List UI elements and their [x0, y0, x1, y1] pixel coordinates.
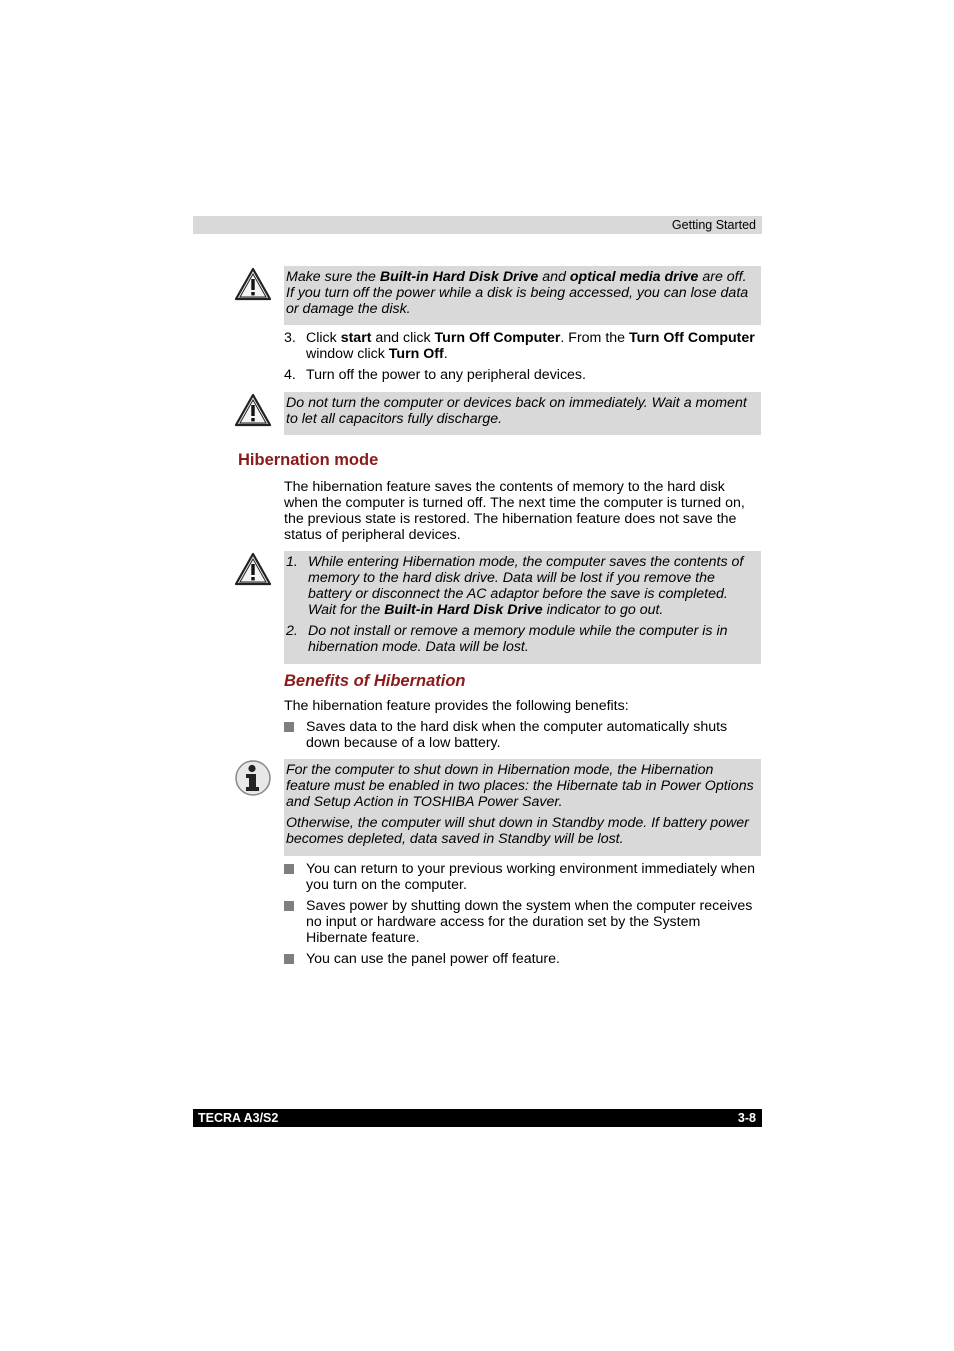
footer-model: TECRA A3/S2	[198, 1111, 279, 1125]
bullet-square	[284, 864, 294, 874]
caution-note-disk: Make sure the Built-in Hard Disk Drive and optical media drive are off. If you turn off the power while a disk is being accessed, you can lose data or damage the disk.	[284, 266, 761, 325]
info-note-hibernation-setting: For the computer to shut down in Hibernation mode, the Hibernation feature must be enabled in two places: the Hibernate tab in Power Options and Setup Action in TOSHIBA Power Saver. Otherwise, the computer will shut down in Standby mode. If battery power becomes depleted, data saved in Standby will be lost.	[284, 759, 761, 856]
caution-note-hibernation	[284, 551, 761, 664]
bullet-square	[284, 901, 294, 911]
bullet-square	[284, 954, 294, 964]
caution-icon	[234, 551, 272, 587]
hibernation-intro: The hibernation feature saves the contents of memory to the hard disk when the computer is turned off. The next time the computer is turned on, the previous state is restored. The hibernation feature does not save the status of peripheral devices.	[284, 479, 745, 543]
info-icon	[234, 759, 272, 797]
section-heading-hibernation: Hibernation mode	[238, 451, 379, 469]
caution-item-1: 1. While entering Hibernation mode, the computer saves the contents of memory to the hard disk drive. Data will be lost if you remove the battery or disconnect the AC adaptor before the save is completed. Wait for the Built-in Hard Disk Drive indicator to go out.	[286, 554, 744, 618]
bullet-square	[284, 722, 294, 732]
benefit-item: You can use the panel power off feature.	[284, 951, 761, 967]
benefit-item: Saves data to the hard disk when the computer automatically shuts down because of a low battery.	[284, 719, 761, 751]
benefits-intro: The hibernation feature provides the following benefits:	[284, 698, 629, 714]
page-number: 3-8	[737, 1111, 756, 1125]
running-footer	[193, 1109, 762, 1127]
step-3: 3. Click start and click Turn Off Computer. From the Turn Off Computer window click Turn Off.	[284, 330, 755, 362]
subsection-heading-benefits: Benefits of Hibernation	[284, 672, 466, 690]
step-4: 4. Turn off the power to any peripheral devices.	[284, 367, 586, 383]
caution-icon	[234, 266, 272, 302]
caution-icon	[234, 392, 272, 428]
benefit-item: You can return to your previous working environment immediately when you turn on the computer.	[284, 861, 761, 893]
header-section-title: Getting Started	[671, 218, 756, 232]
benefit-item: Saves power by shutting down the system when the computer receives no input or hardware access for the duration set by the System Hibernate feature.	[284, 898, 761, 946]
running-header	[193, 216, 762, 234]
caution-item-2: 2. Do not install or remove a memory module while the computer is in hibernation mode. Data will be lost.	[286, 623, 728, 655]
caution-note-discharge: Do not turn the computer or devices back on immediately. Wait a moment to let all capacitors fully discharge.	[284, 392, 761, 435]
